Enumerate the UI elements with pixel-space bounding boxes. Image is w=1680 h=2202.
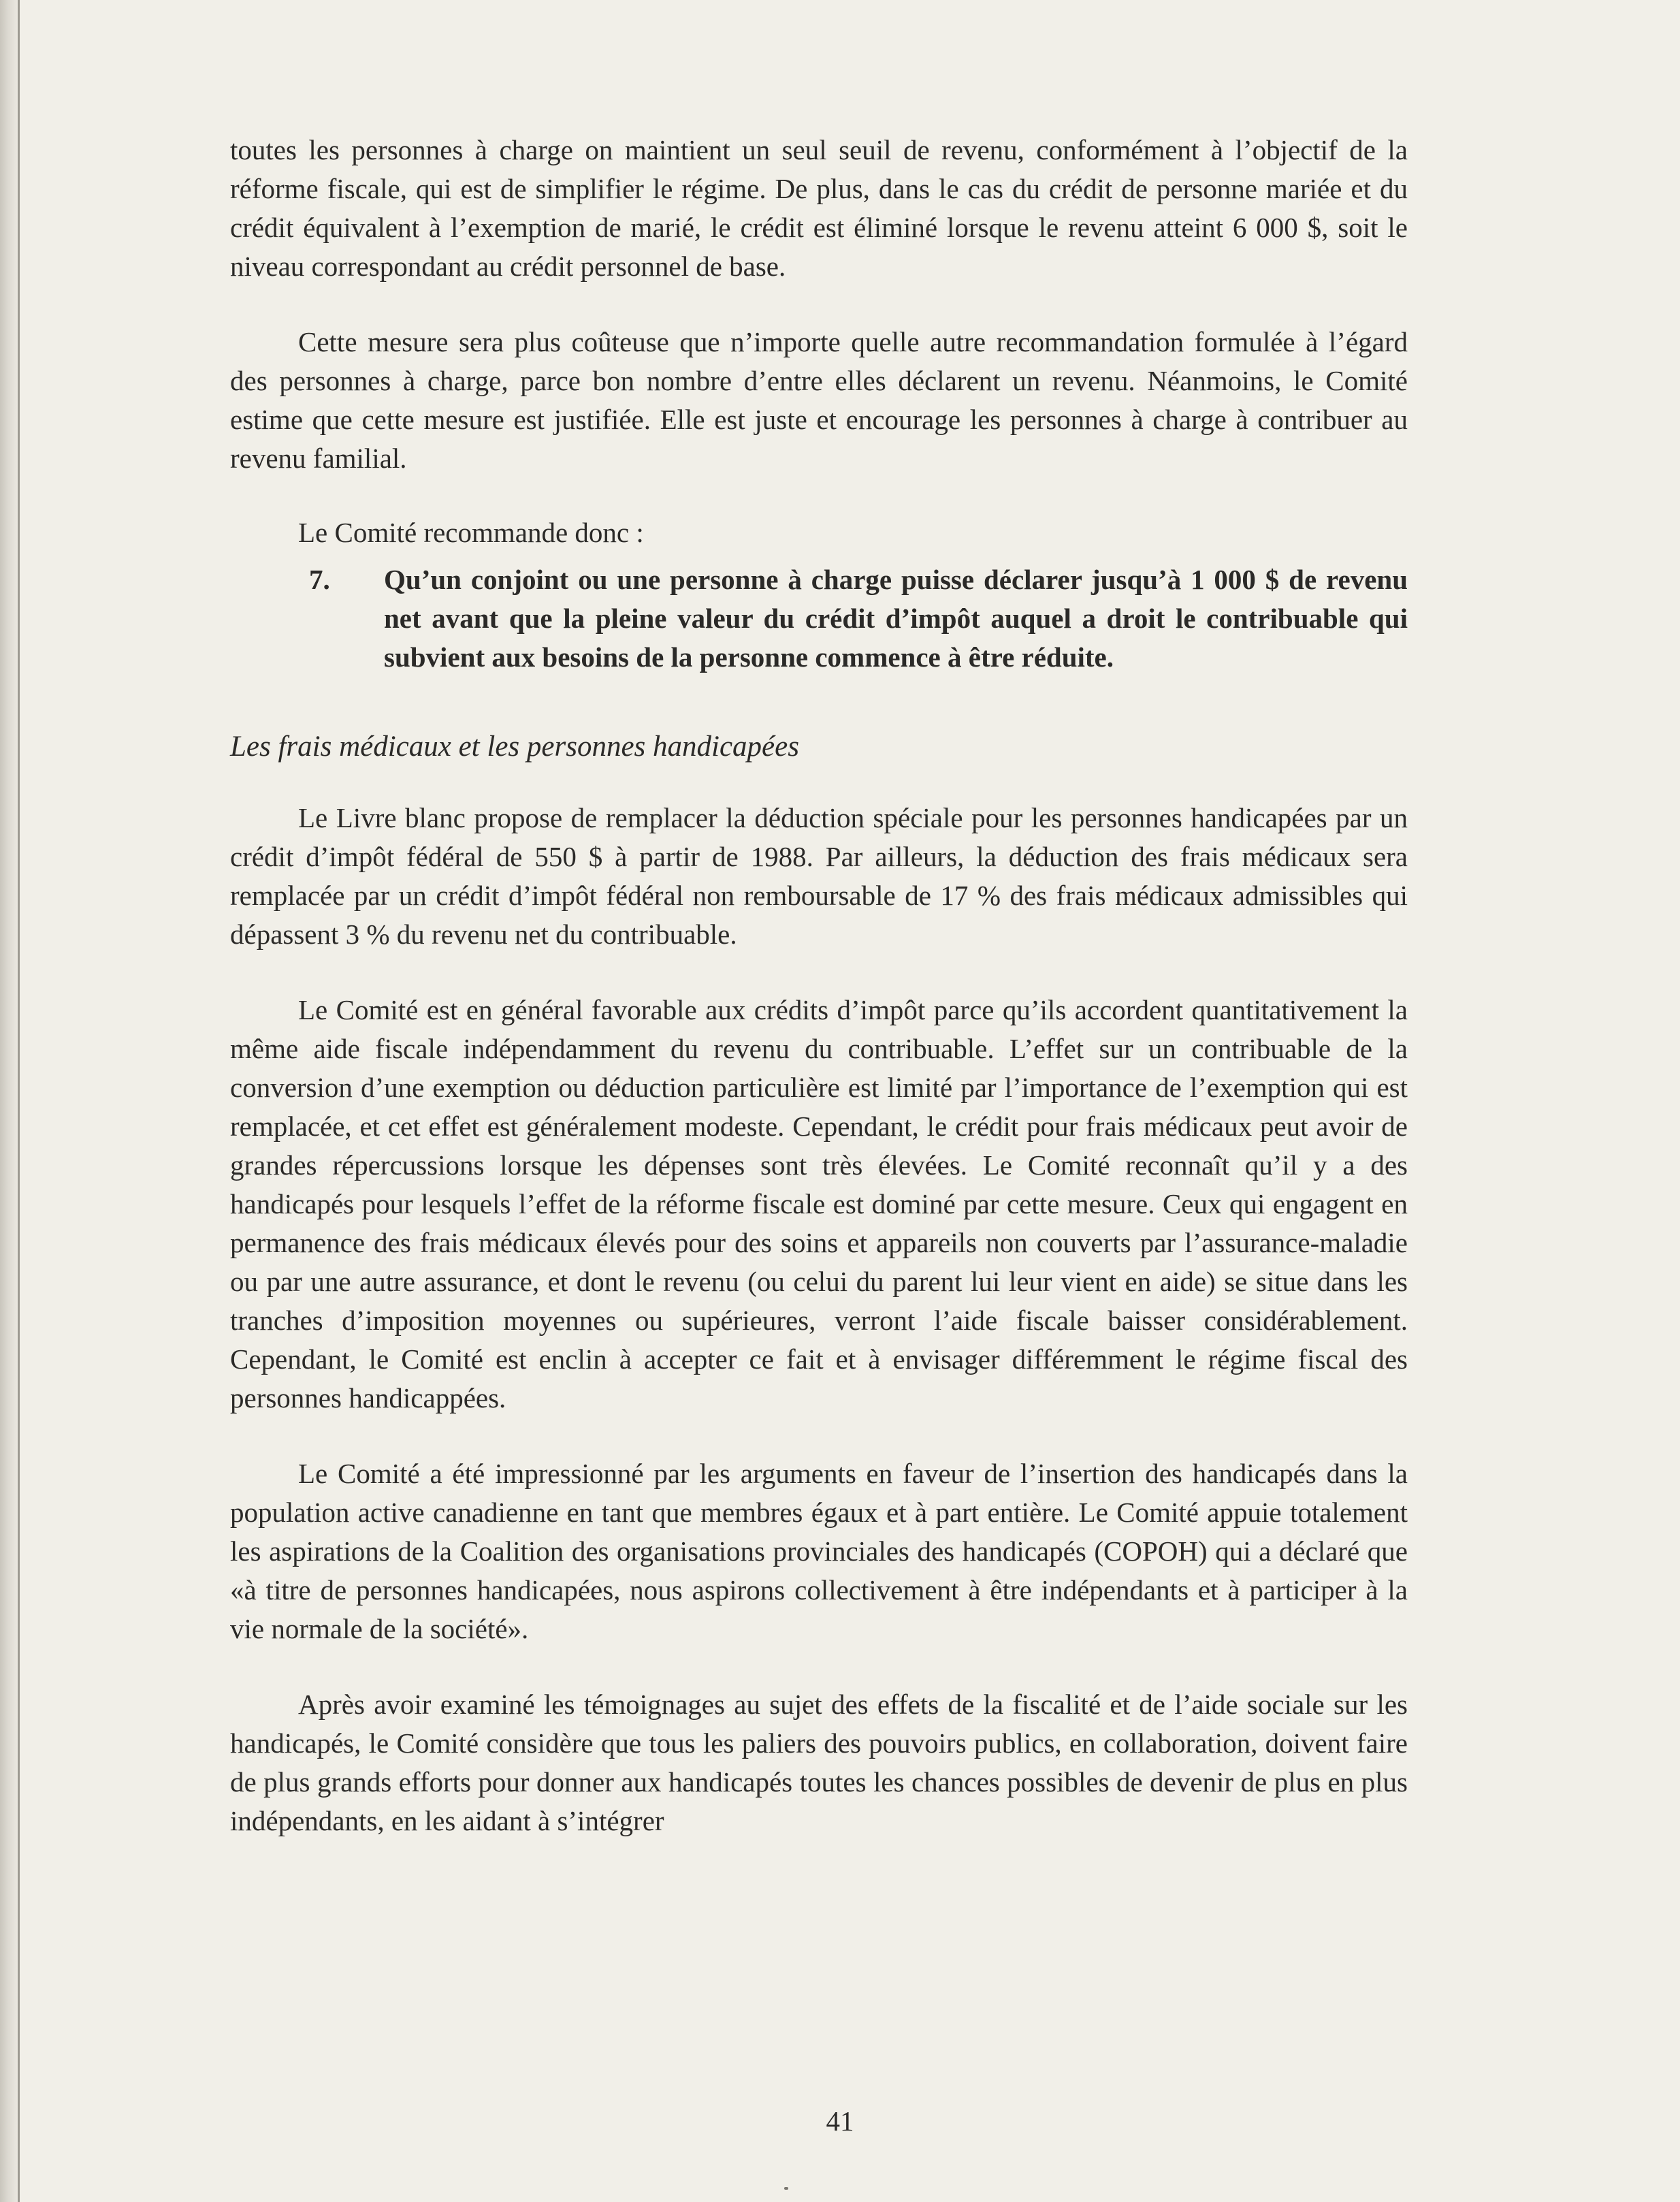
recommendation-text: Qu’un conjoint ou une personne à charge puisse déclarer jusqu’à 1 000 $ de revenu net avant que la pleine valeur du crédit d’impôt auquel a droit le contribuable qui subvient aux besoins de la personne commence à être réduite. [384,564,1408,673]
copoh-text-after: ) qui a déclaré que «à titre de personnes handicapées, nous aspirons collectivement à être indépendants et à participer à la vie normale de la société». [230,1535,1408,1644]
copoh-text-before: Le Comité a été impressionné par les arguments en faveur de l’insertion des handicapés dans la population active canadienne en tant que membres égaux et à part entière. Le Comité appuie totalement les aspirations de la Coalition des organisations provinciales des handicapés ( [230,1458,1408,1567]
page-number: 41 [826,2105,854,2137]
paragraph-dependants-threshold: toutes les personnes à charge on maintient un seul seuil de revenu, conformément à l’objectif de la réforme fiscale, qui est de simplifier le régime. De plus, dans le cas du crédit de personne mariée et du crédit équivalent à l’exemption de marié, le crédit est éliminé lorsque le revenu atteint 6 000 $, soit le niveau correspondant au crédit personnel de base. [230,134,1408,282]
scan-speck [784,2187,788,2190]
recommendation-number: 7. [309,564,330,595]
recommendation-intro: Le Comité recommande donc : [298,517,644,548]
section-heading: Les frais médicaux et les personnes handicapées [230,731,799,763]
paragraph-cost-justification: Cette mesure sera plus coûteuse que n’importe quelle autre recommandation formulée à l’égard des personnes à charge, parce bon nombre d’entre elles déclarent un revenu. Néanmoins, le Comité estime que cette mesure est justifiée. Elle est juste et encourage les personnes à charge à contribuer au revenu familial. [230,326,1408,474]
paragraph-copoh [230,1454,1408,1648]
binding-line [18,0,20,2202]
paragraph-white-paper: Le Livre blanc propose de remplacer la déduction spéciale pour les personnes handicapées par un crédit d’impôt fédéral de 550 $ à partir de 1988. Par ailleurs, la déduction des frais médicaux sera remplacée par un crédit d’impôt fédéral non remboursable de 17 % des frais médicaux admissibles qui dépassent 3 % du revenu net du contribuable. [230,802,1408,950]
copoh-acronym: COPOH [1103,1535,1198,1567]
paragraph-testimonies: Après avoir examiné les témoignages au sujet des effets de la fiscalité et de l’aide sociale sur les handicapés, le Comité considère que tous les paliers des pouvoirs publics, en collaboration, doivent faire de plus grands efforts pour donner aux handicapés toutes les chances possibles de devenir de plus en plus indépendants, en les aidant à s’intégrer [230,1689,1408,1836]
recommendation-7 [230,560,1408,677]
binding-edge [0,0,18,2202]
page-body [230,131,1408,1840]
paragraph-committee-credits: Le Comité est en général favorable aux crédits d’impôt parce qu’ils accordent quantitativement la même aide fiscale indépendamment du revenu du contribuable. L’effet sur un contribuable de la conversion d’une exemption ou déduction particulière est limité par l’importance de l’exemption qui est remplacée, et cet effet est généralement modeste. Cependant, le crédit pour frais médicaux peut avoir de grandes répercussions lorsque les dépenses sont très élevées. Le Comité reconnaît qu’il y a des handicapés pour lesquels l’effet de la réforme fiscale est dominé par cette mesure. Ceux qui engagent en permanence des frais médicaux élevés pour des soins et appareils non couverts par l’assurance-maladie ou par une autre assurance, et dont le revenu (ou celui du parent lui leur vient en aide) se situe dans les tranches d’imposition moyennes ou supérieures, verront l’aide fiscale baisser considérablement. Cependant, le Comité est enclin à accepter ce fait et à envisager différemment le régime fiscal des personnes handicappées. [230,994,1408,1414]
